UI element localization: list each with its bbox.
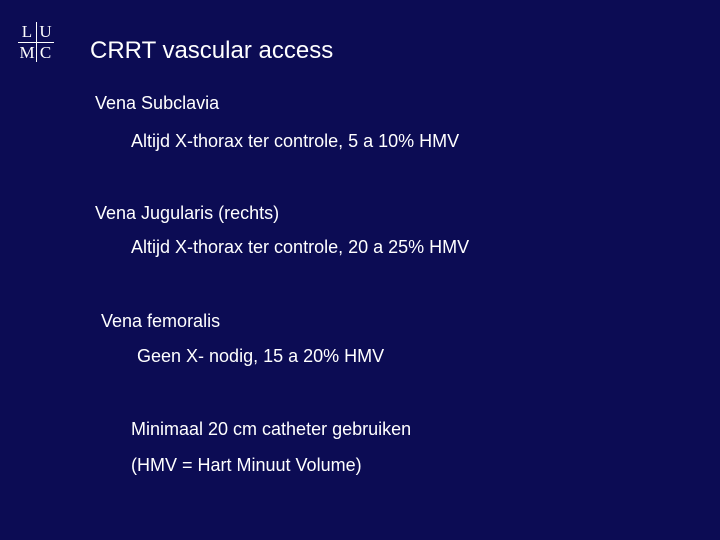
- detail-vena-subclavia: Altijd X-thorax ter controle, 5 a 10% HMV: [131, 131, 460, 151]
- logo-letter-m: M: [19, 43, 35, 62]
- logo-letter-l: L: [21, 22, 33, 41]
- heading-vena-jugularis: Vena Jugularis (rechts): [95, 203, 280, 223]
- note-hmv-definition: (HMV = Hart Minuut Volume): [131, 455, 362, 475]
- logo-letter-u: U: [36, 22, 54, 42]
- detail-vena-femoralis: Geen X- nodig, 15 a 20% HMV: [137, 346, 385, 366]
- detail-vena-jugularis: Altijd X-thorax ter controle, 20 a 25% HMV: [131, 237, 470, 257]
- logo-letter-c: C: [36, 42, 54, 62]
- heading-vena-femoralis: Vena femoralis: [101, 311, 221, 331]
- slide-title: CRRT vascular access: [90, 37, 334, 64]
- note-catheter-length: Minimaal 20 cm catheter gebruiken: [131, 419, 412, 439]
- lumc-logo: [18, 22, 54, 62]
- heading-vena-subclavia: Vena Subclavia: [95, 93, 220, 113]
